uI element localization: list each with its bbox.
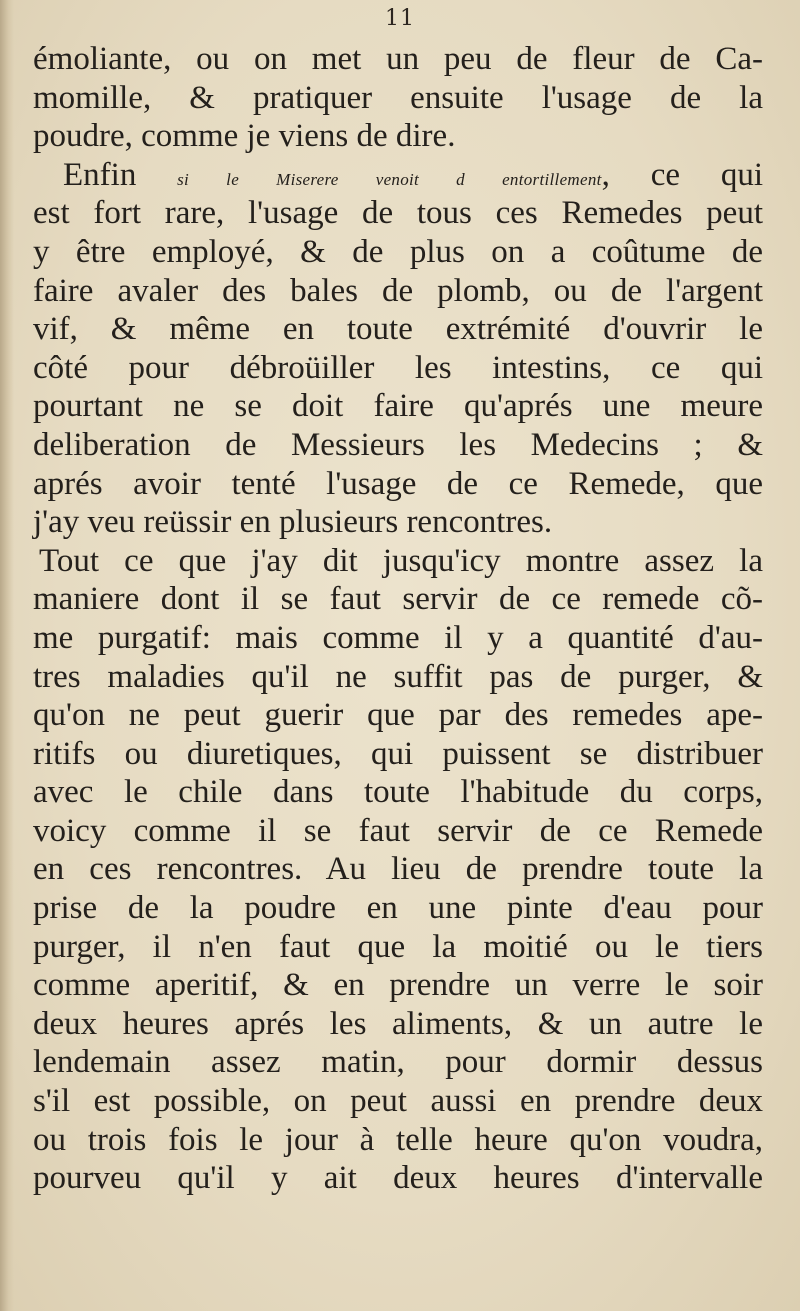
text-line: s'il est possible, on peut aussi en prendre deux xyxy=(33,1083,763,1120)
text-line: pourveu qu'il y ait deux heures d'intervalle xyxy=(33,1160,763,1197)
text-line: émoliante, ou on met un peu de fleur de Ca- xyxy=(33,41,763,77)
page-number: 11 xyxy=(385,6,415,31)
text-line: tres maladies qu'il ne suffit pas de purger, & xyxy=(33,658,763,695)
text-line: me purgatif: mais comme il y a quantité d'au- xyxy=(33,619,763,656)
text-line: ritifs ou diuretiques, qui puissent se distribuer xyxy=(33,735,763,772)
text-line: pourtant ne se doit faire qu'aprés une meure xyxy=(33,388,763,425)
text-line xyxy=(33,156,763,195)
text-line: est fort rare, l'usage de tous ces Remedes peut xyxy=(33,195,763,232)
text-line: faire avaler des bales de plomb, ou de l'argent xyxy=(33,272,763,309)
text-line: j'ay veu reüssir en plusieurs rencontres. xyxy=(33,504,553,541)
text-line: voicy comme il se faut servir de ce Remede xyxy=(33,812,763,849)
text-line: côté pour débroüiller les intestins, ce qui xyxy=(33,349,763,386)
text-line: y être employé, & de plus on a coûtume de xyxy=(33,233,763,270)
text-line: vif, & même en toute extrémité d'ouvrir le xyxy=(33,311,763,348)
text-line: qu'on ne peut guerir que par des remedes ape- xyxy=(33,697,763,734)
text-line: en ces rencontres. Au lieu de prendre toute la xyxy=(33,851,763,888)
text-line: Tout ce que j'ay dit jusqu'icy montre assez la xyxy=(39,542,763,579)
text-line: aprés avoir tenté l'usage de ce Remede, que xyxy=(33,465,763,502)
italic-marginal-phrase: si le Miserere venoit d entortillement xyxy=(177,169,602,189)
text-line: lendemain assez matin, pour dormir dessus xyxy=(33,1044,763,1081)
text-segment: Enfin xyxy=(63,156,178,193)
text-line: ou trois fois le jour à telle heure qu'on voudra, xyxy=(33,1121,763,1158)
text-line: maniere dont il se faut servir de ce remede cõ- xyxy=(33,581,763,618)
text-line: deux heures aprés les aliments, & un autre le xyxy=(33,1005,763,1042)
text-line: prise de la poudre en une pinte d'eau pour xyxy=(33,890,763,927)
text-segment: , ce qui xyxy=(601,156,763,193)
text-line: comme aperitif, & en prendre un verre le soir xyxy=(33,967,763,1004)
text-line: momille, & pratiquer ensuite l'usage de la xyxy=(33,79,763,116)
text-line: purger, il n'en faut que la moitié ou le tiers xyxy=(33,928,763,965)
text-line: poudre, comme je viens de dire. xyxy=(33,118,456,155)
text-line: avec le chile dans toute l'habitude du corps, xyxy=(33,774,763,811)
body-text xyxy=(33,40,763,1198)
text-line: deliberation de Messieurs les Medecins ; & xyxy=(33,426,763,463)
page-gutter-shadow xyxy=(0,0,14,1311)
